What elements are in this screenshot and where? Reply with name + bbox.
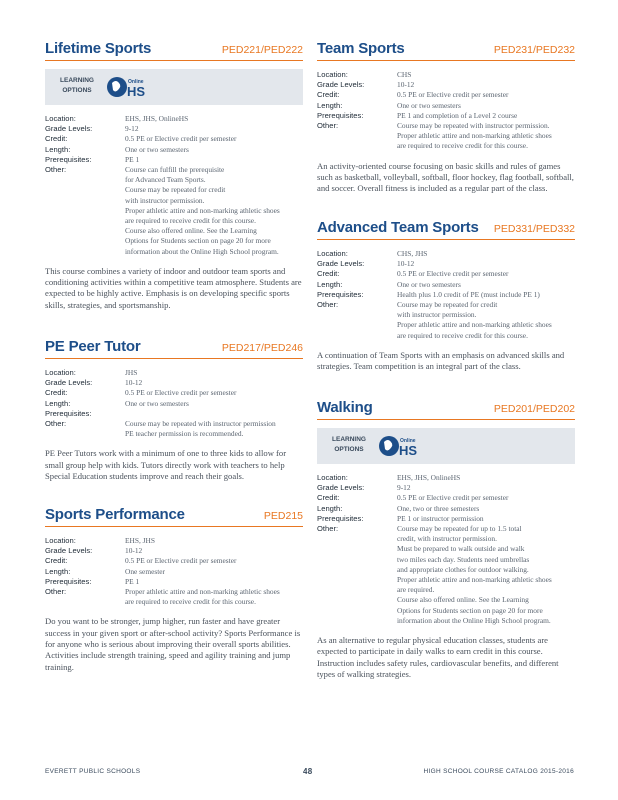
detail-label: Prerequisites: xyxy=(317,289,364,299)
course-header xyxy=(45,336,303,359)
detail-row xyxy=(45,124,303,134)
detail-label: Other: xyxy=(317,300,339,310)
detail-value-line: JHS xyxy=(125,368,138,377)
detail-value xyxy=(397,70,575,80)
detail-value-line: One or two semesters xyxy=(397,279,461,289)
detail-label: Prerequisites: xyxy=(317,110,364,120)
detail-value-line: Health plus 1.0 credit of PE (must include PE 1) xyxy=(397,289,540,299)
detail-row xyxy=(317,483,575,493)
course-code: PED201/PED202 xyxy=(493,403,575,415)
detail-value xyxy=(125,399,303,409)
course-code: PED215 xyxy=(263,510,303,522)
detail-row xyxy=(317,259,575,269)
detail-value-line: EHS, JHS, OnlineHS xyxy=(397,473,461,482)
detail-label: Other: xyxy=(45,587,67,597)
learning-options-badge xyxy=(317,428,575,464)
detail-value-line: Proper athletic attire and non-marking athletic shoes xyxy=(125,205,280,215)
learning-options-label: LEARNING OPTIONS xyxy=(332,436,366,453)
detail-value xyxy=(125,556,303,566)
detail-value xyxy=(397,493,575,503)
detail-value xyxy=(397,483,575,493)
course-sports-performance xyxy=(45,504,303,673)
detail-value xyxy=(125,155,303,165)
course-title: PE Peer Tutor xyxy=(45,338,141,355)
course-description: Do you want to be stronger, jump higher, run faster and have greater success in your given sport or after-school activity? Sports Performance is for anyone who is serious about improving their overall sports abilities. Activities include strength training, speed and agility training and jump training. xyxy=(45,616,301,672)
detail-value xyxy=(397,514,575,524)
detail-value-line: are required to receive credit for this course. xyxy=(397,141,528,151)
svg-text:HS: HS xyxy=(127,84,146,99)
detail-row xyxy=(317,111,575,121)
detail-row xyxy=(317,493,575,503)
detail-label: Grade Levels: xyxy=(45,378,93,388)
detail-value-line: are required to receive credit for this course. xyxy=(125,216,256,226)
detail-label: Length: xyxy=(45,566,71,576)
detail-value-line: Proper athletic attire and non-marking athletic shoes xyxy=(397,320,552,330)
detail-value xyxy=(125,409,303,419)
detail-value xyxy=(125,165,303,257)
course-title: Advanced Team Sports xyxy=(317,219,479,236)
detail-value xyxy=(125,587,303,607)
course-code: PED217/PED246 xyxy=(221,342,303,354)
detail-value xyxy=(397,259,575,269)
detail-value-line: One or two semesters xyxy=(125,144,189,154)
detail-value-line: 0.5 PE or Elective credit per semester xyxy=(125,388,237,398)
svg-text:Online: Online xyxy=(400,438,416,444)
detail-value-line: Options for Students section on page 20 for more xyxy=(125,236,271,246)
detail-row xyxy=(317,80,575,90)
detail-label: Location: xyxy=(317,249,348,258)
course-description: This course combines a variety of indoor and outdoor team sports and conditioning activities within a competitive team atmosphere. Students are expected to be highly active. Emphasis is on developing specific sports skills, strategies, and sportsmanship. xyxy=(45,265,302,310)
detail-value xyxy=(125,145,303,155)
course-title: Lifetime Sports xyxy=(45,40,152,57)
detail-value-line: with instructor permission. xyxy=(397,310,477,320)
detail-value-line: 9-12 xyxy=(125,124,139,134)
detail-value-line: PE 1 xyxy=(125,576,140,586)
detail-row xyxy=(317,101,575,111)
course-description: An activity-oriented course focusing on basic skills and rules of games such as basketball, volleyball, softball, floor hockey, flag football, softball, and soccer. Overall fitness is included as a regular part of the class. xyxy=(317,160,574,194)
course-details xyxy=(45,114,303,257)
course-walking xyxy=(317,397,575,680)
detail-row xyxy=(317,70,575,80)
course-details xyxy=(45,536,303,607)
detail-value-line: 0.5 PE or Elective credit per semester xyxy=(397,269,509,279)
detail-value-line: Options for Students section on page 20 for more xyxy=(397,605,543,615)
course-title: Sports Performance xyxy=(45,506,185,523)
detail-value-line: Course may be repeated with instructor permission xyxy=(125,419,276,429)
detail-value xyxy=(125,546,303,556)
detail-value-line: EHS, JHS, OnlineHS xyxy=(125,114,189,123)
detail-label: Grade Levels: xyxy=(317,80,365,90)
detail-row xyxy=(317,290,575,300)
detail-value-line: PE 1 or instructor permission xyxy=(397,513,484,523)
detail-label: Other: xyxy=(45,165,67,175)
detail-value xyxy=(125,368,303,378)
course-lifetime-sports xyxy=(45,38,303,311)
detail-value-line: 9-12 xyxy=(397,483,411,493)
detail-label: Grade Levels: xyxy=(45,546,93,556)
online-hs-logo-icon xyxy=(107,74,147,100)
detail-value xyxy=(397,473,575,483)
detail-label: Grade Levels: xyxy=(45,124,93,134)
detail-row xyxy=(45,419,303,439)
svg-text:HS: HS xyxy=(399,443,418,458)
detail-value xyxy=(125,378,303,388)
detail-label: Credit: xyxy=(317,493,340,503)
detail-label: Credit: xyxy=(45,388,68,398)
detail-value-line: 0.5 PE or Elective credit per semester xyxy=(125,556,237,566)
course-title: Team Sports xyxy=(317,40,405,57)
detail-value-line: CHS xyxy=(397,70,412,79)
detail-label: Credit: xyxy=(45,556,68,566)
detail-value-line: Proper athletic attire and non-marking athletic shoes xyxy=(397,575,552,585)
course-header xyxy=(45,38,303,61)
detail-value-line: Course also offered online. See the Learning xyxy=(125,226,257,236)
detail-value-line: One, two or three semesters xyxy=(397,503,480,513)
detail-value-line: 10-12 xyxy=(397,259,415,269)
detail-row xyxy=(317,280,575,290)
course-details xyxy=(317,249,575,341)
detail-label: Prerequisites: xyxy=(45,576,92,586)
detail-value-line: PE 1 and completion of a Level 2 course xyxy=(397,110,518,120)
detail-label: Prerequisites: xyxy=(45,408,92,418)
detail-value-line: 10-12 xyxy=(397,80,415,90)
detail-label: Prerequisites: xyxy=(45,154,92,164)
detail-value-line: are required. xyxy=(397,585,435,595)
detail-value-line: Course may be repeated for up to 1.5 total xyxy=(397,524,522,534)
detail-value-line: EHS, JHS xyxy=(125,536,155,545)
detail-label: Location: xyxy=(45,114,76,123)
detail-value xyxy=(397,269,575,279)
detail-value-line: 10-12 xyxy=(125,378,143,388)
detail-value-line: are required to receive credit for this course. xyxy=(397,330,528,340)
detail-value-line: Course may be repeated for credit xyxy=(397,300,498,310)
course-description: As an alternative to regular physical education classes, students are expected to participate in daily walks to earn credit in this course. Instruction includes safety rules, cardiovascular benefits, and different types of walking strategies. xyxy=(317,635,559,679)
course-details xyxy=(317,70,575,152)
detail-value xyxy=(397,111,575,121)
detail-label: Grade Levels: xyxy=(317,259,365,269)
detail-label: Grade Levels: xyxy=(317,483,365,493)
learning-options-label: LEARNING OPTIONS xyxy=(60,77,94,94)
online-hs-logo-icon xyxy=(379,433,419,459)
course-description: A continuation of Team Sports with an emphasis on advanced skills and strategies. Team competition is an integral part of the class. xyxy=(317,349,565,372)
detail-value xyxy=(397,121,575,152)
detail-row xyxy=(317,90,575,100)
detail-value-line xyxy=(125,409,303,419)
detail-value-line: Course may be repeated for credit xyxy=(125,185,226,195)
detail-value-line: information about the Online High School program. xyxy=(125,246,279,256)
detail-row xyxy=(45,409,303,419)
detail-label: Other: xyxy=(317,524,339,534)
detail-row xyxy=(317,514,575,524)
detail-row xyxy=(45,388,303,398)
learning-options-badge xyxy=(45,69,303,105)
detail-value xyxy=(125,419,303,439)
detail-value xyxy=(125,388,303,398)
detail-row xyxy=(45,536,303,546)
detail-value-line: 0.5 PE or Elective credit per semester xyxy=(397,493,509,503)
detail-label: Credit: xyxy=(45,134,68,144)
course-header xyxy=(317,217,575,240)
detail-value-line: credit, with instructor permission. xyxy=(397,534,497,544)
detail-value-line: Must be prepared to walk outside and walk xyxy=(397,544,525,554)
detail-label: Credit: xyxy=(317,269,340,279)
course-advanced-team-sports xyxy=(317,217,575,372)
course-header xyxy=(317,397,575,420)
course-code: PED331/PED332 xyxy=(493,223,575,235)
detail-value-line: One or two semesters xyxy=(125,398,189,408)
detail-value xyxy=(125,536,303,546)
detail-row xyxy=(317,121,575,152)
detail-row xyxy=(45,567,303,577)
detail-value xyxy=(397,300,575,341)
detail-value-line: and appropriate clothes for outdoor walking. xyxy=(397,564,529,574)
detail-value xyxy=(125,114,303,124)
detail-row xyxy=(317,473,575,483)
detail-label: Location: xyxy=(317,473,348,482)
detail-label: Length: xyxy=(317,100,343,110)
detail-value-line: two miles each day. Students need umbrellas xyxy=(397,554,530,564)
detail-label: Other: xyxy=(317,121,339,131)
detail-value-line: PE teacher permission is recommended. xyxy=(125,429,244,439)
detail-value-line: CHS, JHS xyxy=(397,249,428,258)
detail-value xyxy=(125,134,303,144)
detail-row xyxy=(45,145,303,155)
detail-value-line: PE 1 xyxy=(125,154,140,164)
detail-value xyxy=(397,90,575,100)
detail-value-line: Course also offered online. See the Learning xyxy=(397,595,529,605)
detail-value xyxy=(397,524,575,626)
footer-district: EVERETT PUBLIC SCHOOLS xyxy=(45,768,141,775)
detail-value-line: 10-12 xyxy=(125,546,143,556)
course-description: PE Peer Tutors work with a minimum of one to three kids to allow for small group help with kids. Tutors directly work with teachers to help Special Education students improve and reach their goals. xyxy=(45,448,287,482)
detail-label: Prerequisites: xyxy=(317,513,364,523)
course-pe-peer-tutor xyxy=(45,336,303,482)
detail-value xyxy=(397,290,575,300)
detail-value-line: Proper athletic attire and non-marking athletic shoes xyxy=(125,587,280,597)
detail-label: Length: xyxy=(317,279,343,289)
detail-value-line: information about the Online High School program. xyxy=(397,615,551,625)
detail-value-line: 0.5 PE or Elective credit per semester xyxy=(125,134,237,144)
detail-row xyxy=(45,556,303,566)
detail-value-line: Course can fulfill the prerequisite xyxy=(125,165,225,175)
detail-value-line: Course may be repeated with instructor permission. xyxy=(397,121,550,131)
detail-label: Length: xyxy=(45,398,71,408)
detail-label: Credit: xyxy=(317,90,340,100)
page-number: 48 xyxy=(303,767,313,776)
detail-row xyxy=(317,300,575,341)
detail-row xyxy=(317,269,575,279)
detail-row xyxy=(45,399,303,409)
svg-text:Online: Online xyxy=(128,79,144,85)
detail-row xyxy=(45,134,303,144)
detail-row xyxy=(45,155,303,165)
detail-value-line: One semester xyxy=(125,566,166,576)
footer-catalog: HIGH SCHOOL COURSE CATALOG 2015-2016 xyxy=(423,768,574,775)
course-code: PED221/PED222 xyxy=(221,44,303,56)
detail-value-line: One or two semesters xyxy=(397,100,461,110)
course-code: PED231/PED232 xyxy=(493,44,575,56)
detail-label: Location: xyxy=(45,368,76,377)
course-details xyxy=(45,368,303,439)
detail-label: Location: xyxy=(45,536,76,545)
detail-label: Location: xyxy=(317,70,348,79)
detail-row xyxy=(45,378,303,388)
detail-value-line: Proper athletic attire and non-marking athletic shoes xyxy=(397,131,552,141)
detail-row xyxy=(45,546,303,556)
course-team-sports xyxy=(317,38,575,195)
detail-row xyxy=(317,249,575,259)
detail-value xyxy=(397,101,575,111)
detail-value xyxy=(397,80,575,90)
detail-row xyxy=(317,504,575,514)
detail-row xyxy=(45,165,303,257)
detail-label: Length: xyxy=(45,144,71,154)
detail-row xyxy=(45,368,303,378)
detail-value-line: 0.5 PE or Elective credit per semester xyxy=(397,90,509,100)
course-header xyxy=(45,504,303,527)
detail-row xyxy=(45,577,303,587)
course-details xyxy=(317,473,575,626)
detail-value-line: are required to receive credit for this course. xyxy=(125,597,256,607)
detail-value-line: with instructor permission. xyxy=(125,195,205,205)
detail-row xyxy=(317,524,575,626)
detail-label: Other: xyxy=(45,419,67,429)
detail-value xyxy=(397,504,575,514)
detail-value xyxy=(397,280,575,290)
detail-value xyxy=(397,249,575,259)
detail-value xyxy=(125,124,303,134)
detail-value xyxy=(125,567,303,577)
detail-label: Length: xyxy=(317,503,343,513)
detail-row xyxy=(45,114,303,124)
detail-value xyxy=(125,577,303,587)
detail-row xyxy=(45,587,303,607)
course-title: Walking xyxy=(317,399,373,416)
course-header xyxy=(317,38,575,61)
detail-value-line: for Advanced Team Sports. xyxy=(125,175,206,185)
